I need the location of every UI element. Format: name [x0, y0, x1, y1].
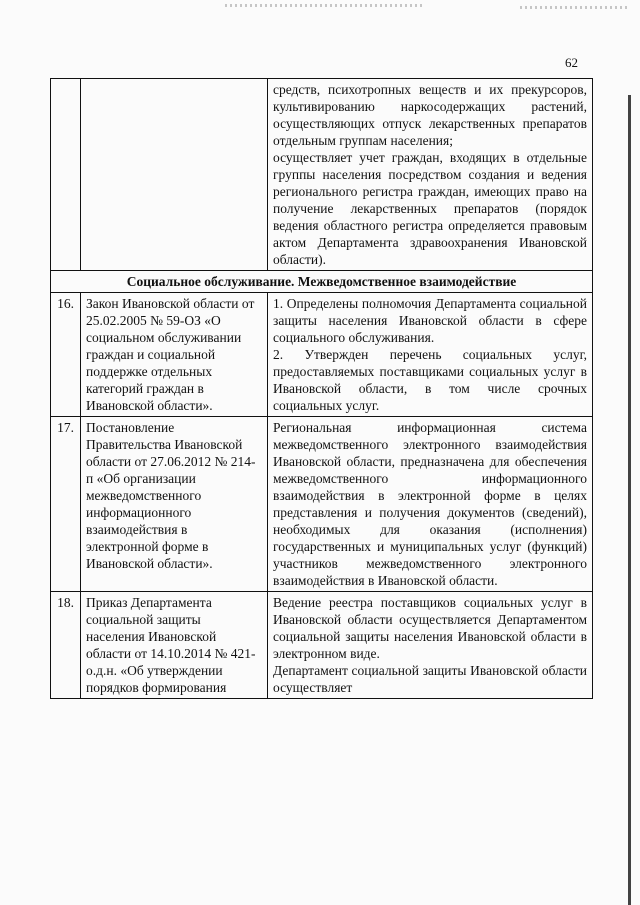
row-number-cell: 16. — [51, 293, 81, 417]
scan-edge-shadow — [628, 95, 631, 905]
scan-noise-top — [225, 4, 425, 7]
description-paragraph: средств, психотропных веществ и их прекурсоров, культивированию наркосодержащих растений, осуществляющих отпуск лекарственных препаратов отдельным группам населения; — [273, 82, 587, 148]
table-row-18 — [51, 592, 593, 699]
document-table — [50, 78, 593, 699]
row-number-cell — [51, 79, 81, 271]
section-header-row — [51, 271, 593, 293]
table-row-continuation — [51, 79, 593, 271]
row-description-cell — [268, 79, 593, 271]
row-document-cell: Приказ Департамента социальной защиты населения Ивановской области от 14.10.2014 № 421-о.д.н. «Об утверждении порядков формирования — [81, 592, 268, 699]
scan-noise-top-right — [520, 6, 630, 9]
description-paragraph: Департамент социальной защиты Ивановской области осуществляет — [273, 663, 587, 695]
row-document-cell: Закон Ивановской области от 25.02.2005 № 59-ОЗ «О социальном обслуживании граждан и социальной поддержке отдельных категорий граждан в Ивановской области». — [81, 293, 268, 417]
description-paragraph: 2. Утвержден перечень социальных услуг, предоставляемых поставщиками социальных услуг в Ивановской области, в том числе срочных социальных услуг. — [273, 347, 587, 413]
section-title: Социальное обслуживание. Межведомственное взаимодействие — [51, 271, 593, 293]
description-paragraph: 1. Определены полномочия Департамента социальной защиты населения Ивановской области в сфере социального обслуживания. — [273, 296, 587, 345]
table-row-17 — [51, 417, 593, 592]
description-paragraph: Ведение реестра поставщиков социальных услуг в Ивановской области осуществляется Департаментом социальной защиты населения Ивановской области в электронном виде. — [273, 595, 587, 661]
row-number-cell: 18. — [51, 592, 81, 699]
page-number: 62 — [565, 55, 578, 70]
row-number-cell: 17. — [51, 417, 81, 592]
description-paragraph: Региональная информационная система межведомственного электронного взаимодействия Ивановской области, предназначена для обеспечения межведомственного информационного взаимодействия в электронной форме в целях представления и получения документов (сведений), необходимых для оказания (исполнения) государственных и муниципальных услуг (функций) участников межведомственного электронного взаимодействия в Ивановской области. — [273, 420, 587, 588]
table-row-16 — [51, 293, 593, 417]
row-document-cell — [81, 79, 268, 271]
row-document-cell: Постановление Правительства Ивановской области от 27.06.2012 № 214-п «Об организации межведомственного информационного взаимодействия в электронной форме в Ивановской области». — [81, 417, 268, 592]
row-description-cell — [268, 417, 593, 592]
row-description-cell — [268, 592, 593, 699]
description-paragraph: осуществляет учет граждан, входящих в отдельные группы населения посредством создания и ведения регионального регистра граждан, имеющих право на получение лекарственных препаратов (порядок ведения областного регистра определяется правовым актом Департамента здравоохранения Ивановской области). — [273, 150, 587, 267]
row-description-cell — [268, 293, 593, 417]
